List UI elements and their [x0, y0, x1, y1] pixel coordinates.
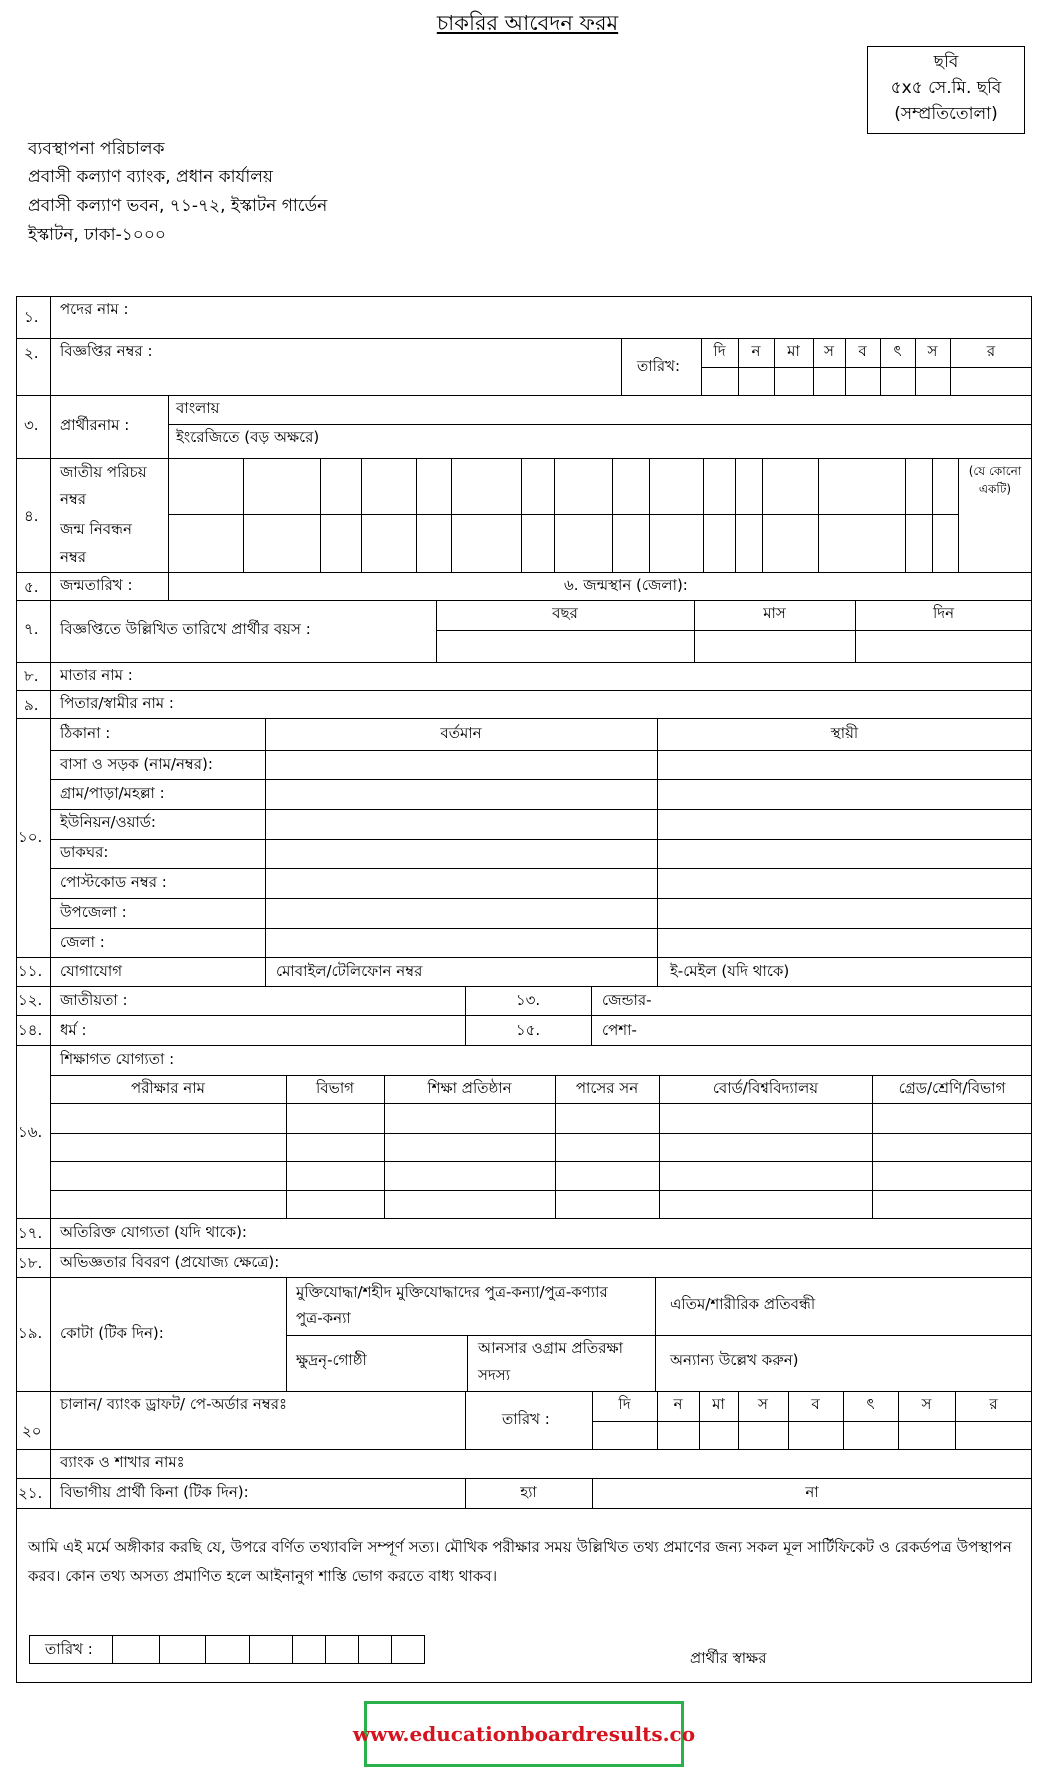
address-line: ইস্কাটন, ঢাকা-১০০০	[28, 225, 166, 245]
quota-ansar: সদস্য	[478, 1366, 511, 1384]
email-label: ই-মেইল (যদি থাকে)	[670, 962, 790, 980]
row-number: ৩.	[24, 416, 39, 434]
photo-line: ছবি	[933, 52, 959, 72]
address-field-label: বাসা ও সড়ক (নাম/নম্বর):	[60, 755, 213, 773]
sign-date-label: তারিখ :	[45, 1640, 93, 1658]
address-field-label: জেলা :	[60, 933, 105, 951]
circular-date-label: তারিখ:	[637, 357, 681, 375]
any-one-note: (যে কোনো	[968, 464, 1022, 478]
row-number: ২.	[24, 344, 39, 362]
quota-freedom-fighter: মুক্তিযোদ্ধা/শহীদ মুক্তিযোদ্ধাদের পুত্র-কন্যা/পুত্র-কণ্যার	[296, 1283, 608, 1301]
address-line: প্রবাসী কল্যাণ ভবন, ৭১-৭২, ইস্কাটন গার্ডেন	[28, 196, 328, 216]
row-number: ১.	[24, 308, 39, 326]
date-box-label: ব	[858, 342, 867, 360]
address-field-label: ইউনিয়ন/ওয়ার্ড:	[60, 813, 156, 831]
declaration-text: আমি এই মর্মে অঙ্গীকার করছি যে, উপরে বর্ণিত তথ্যাবলি সম্পূর্ণ সত্য। মৌখিক পরীক্ষার সময় উল্লিখিত তথ্য প্রমাণের জন্য সকল মূল সার্টিফিকেট ও রেকর্ডপত্র উপস্থাপন করব। কোন তথ্য অসত্য প্রমাণিত হলে আইনানুগ শাস্তি ভোগ করতে বাধ্য থাকব।	[28, 1538, 1012, 1585]
row-number: ৫.	[24, 578, 39, 596]
row-number: ১৩.	[515, 991, 541, 1009]
any-one-note: একটি)	[978, 482, 1012, 496]
edu-header: শিক্ষা প্রতিষ্ঠান	[427, 1079, 512, 1097]
age-year-label: বছর	[552, 604, 578, 622]
birthplace-label: ৬. জন্মস্থান (জেলা):	[564, 576, 688, 594]
quota-ansar: আনসার ওগ্রাম প্রতিরক্ষা	[478, 1339, 623, 1357]
date-box-label: দি	[618, 1395, 631, 1413]
row-number: ১৭.	[18, 1224, 43, 1242]
photo-line: ৫x৫ সে.মি. ছবি	[890, 78, 1002, 98]
date-box-label: ৎ	[893, 342, 902, 360]
departmental-yes: হ্যা	[520, 1483, 537, 1501]
nid-label: জাতীয় পরিচয়	[60, 463, 147, 481]
challan-label: চালান/ ব্যাংক ড্রাফট/ পে-অর্ডার নম্বরঃ	[60, 1395, 287, 1413]
edu-header: পাসের সন	[575, 1079, 639, 1097]
row-number: ২১.	[18, 1484, 43, 1502]
edu-header: গ্রেড/শ্রেণি/বিভাগ	[898, 1079, 1006, 1097]
edu-header: বিভাগ	[316, 1079, 354, 1097]
edu-header: বোর্ড/বিশ্ববিদ্যালয়	[712, 1079, 819, 1097]
permanent-address-header: স্থায়ী	[830, 724, 859, 742]
row-number: ৮.	[24, 667, 39, 685]
birth-reg-label: জন্ম নিবন্ধন	[60, 520, 132, 538]
quota-other: অন্যান্য উল্লেখ করুন)	[670, 1351, 799, 1369]
date-box-label: স	[758, 1395, 768, 1413]
nationality-label: জাতীয়তা :	[60, 991, 128, 1009]
religion-label: ধর্ম :	[60, 1021, 87, 1039]
date-box-label: র	[989, 1395, 998, 1413]
signature-label: প্রার্থীর স্বাক্ষর	[690, 1649, 767, 1667]
date-box-label: ৎ	[866, 1395, 875, 1413]
date-box-label: ন	[673, 1395, 683, 1413]
challan-date-label: তারিখ :	[502, 1410, 550, 1428]
age-day-label: দিন	[932, 604, 955, 622]
address-field-label: উপজেলা :	[60, 903, 127, 921]
experience-label: অভিজ্ঞতার বিবরণ (প্রযোজ্য ক্ষেত্রে):	[60, 1253, 280, 1271]
edu-header: পরীক্ষার নাম	[131, 1079, 205, 1097]
mother-name-label: মাতার নাম :	[60, 666, 133, 684]
row-number: ১৮.	[18, 1254, 43, 1272]
form-title: চাকরির আবেদন ফরম	[436, 11, 619, 35]
photo-line: (সম্প্রতিতোলা)	[894, 104, 998, 124]
website-watermark: www.educationboardresults.co	[364, 1701, 684, 1767]
dob-label: জন্মতারিখ :	[60, 576, 133, 594]
quota-freedom-fighter: পুত্র-কন্যা	[296, 1309, 351, 1327]
date-box-label: মা	[787, 342, 800, 360]
nid-label: নম্বর	[60, 490, 87, 508]
address-line: প্রবাসী কল্যাণ ব্যাংক, প্রধান কার্যালয়	[28, 167, 273, 187]
address-field-label: গ্রাম/পাড়া/মহল্লা :	[60, 784, 165, 802]
present-address-header: বর্তমান	[440, 724, 482, 742]
row-number: ১২.	[18, 991, 43, 1009]
circular-number-label: বিজ্ঞপ্তির নম্বর :	[60, 342, 153, 360]
date-box-label: স	[921, 1395, 932, 1413]
applicant-name-label: প্রার্থীরনাম :	[60, 416, 130, 434]
row-number: ৯.	[24, 696, 39, 714]
address-line: ব্যবস্থাপনা পরিচালক	[28, 139, 165, 159]
row-number: ৪.	[24, 507, 39, 525]
quota-orphan-disabled: এতিম/শারীরিক প্রতিবন্ধী	[670, 1295, 816, 1313]
date-box-label: মা	[712, 1395, 725, 1413]
row-number: ১৫.	[515, 1021, 541, 1039]
father-name-label: পিতার/স্বামীর নাম :	[60, 694, 174, 712]
extra-qualification-label: অতিরিক্ত যোগ্যতা (যদি থাকে):	[60, 1223, 247, 1241]
gender-label: জেন্ডার-	[602, 991, 652, 1009]
date-box-label: ন	[751, 342, 761, 360]
name-english-label: ইংরেজিতে (বড় অক্ষরে)	[176, 428, 320, 446]
quota-ethnic: ক্ষুদ্রনৃ-গোষ্ঠী	[296, 1351, 367, 1369]
quota-label: কোটা (টিক দিন):	[60, 1324, 164, 1342]
post-name-label: পদের নাম :	[60, 300, 129, 318]
bank-branch-label: ব্যাংক ও শাখার নামঃ	[60, 1453, 185, 1471]
birth-reg-label: নম্বর	[60, 548, 87, 566]
occupation-label: পেশা-	[602, 1021, 637, 1039]
date-box-label: ব	[811, 1395, 820, 1413]
row-number: ৭.	[24, 620, 39, 638]
name-bangla-label: বাংলায়	[176, 399, 220, 417]
education-label: শিক্ষাগত যোগ্যতা :	[60, 1050, 175, 1068]
departmental-no: না	[805, 1483, 819, 1501]
date-box-label: দি	[713, 342, 726, 360]
address-field-label: ডাকঘর:	[60, 843, 109, 861]
row-number: ১১.	[18, 962, 43, 980]
phone-label: মোবাইল/টেলিফোন নম্বর	[276, 962, 423, 980]
row-number: ১৯.	[18, 1324, 43, 1342]
address-label: ঠিকানা :	[60, 724, 111, 742]
row-number: ১৪.	[18, 1021, 43, 1039]
age-month-label: মাস	[763, 604, 786, 622]
contact-label: যোগাযোগ	[60, 962, 123, 980]
row-number: ২০	[22, 1422, 42, 1440]
departmental-label: বিভাগীয় প্রার্থী কিনা (টিক দিন):	[60, 1483, 249, 1501]
row-number: ১০.	[18, 828, 43, 846]
age-label: বিজ্ঞপ্তিতে উল্লিখিত তারিখে প্রার্থীর বয়স :	[60, 620, 311, 638]
address-field-label: পোস্টকোড নম্বর :	[60, 873, 167, 891]
date-box-label: স	[927, 342, 938, 360]
date-box-label: স	[824, 342, 834, 360]
row-number: ১৬.	[18, 1123, 43, 1141]
date-box-label: র	[986, 342, 996, 360]
